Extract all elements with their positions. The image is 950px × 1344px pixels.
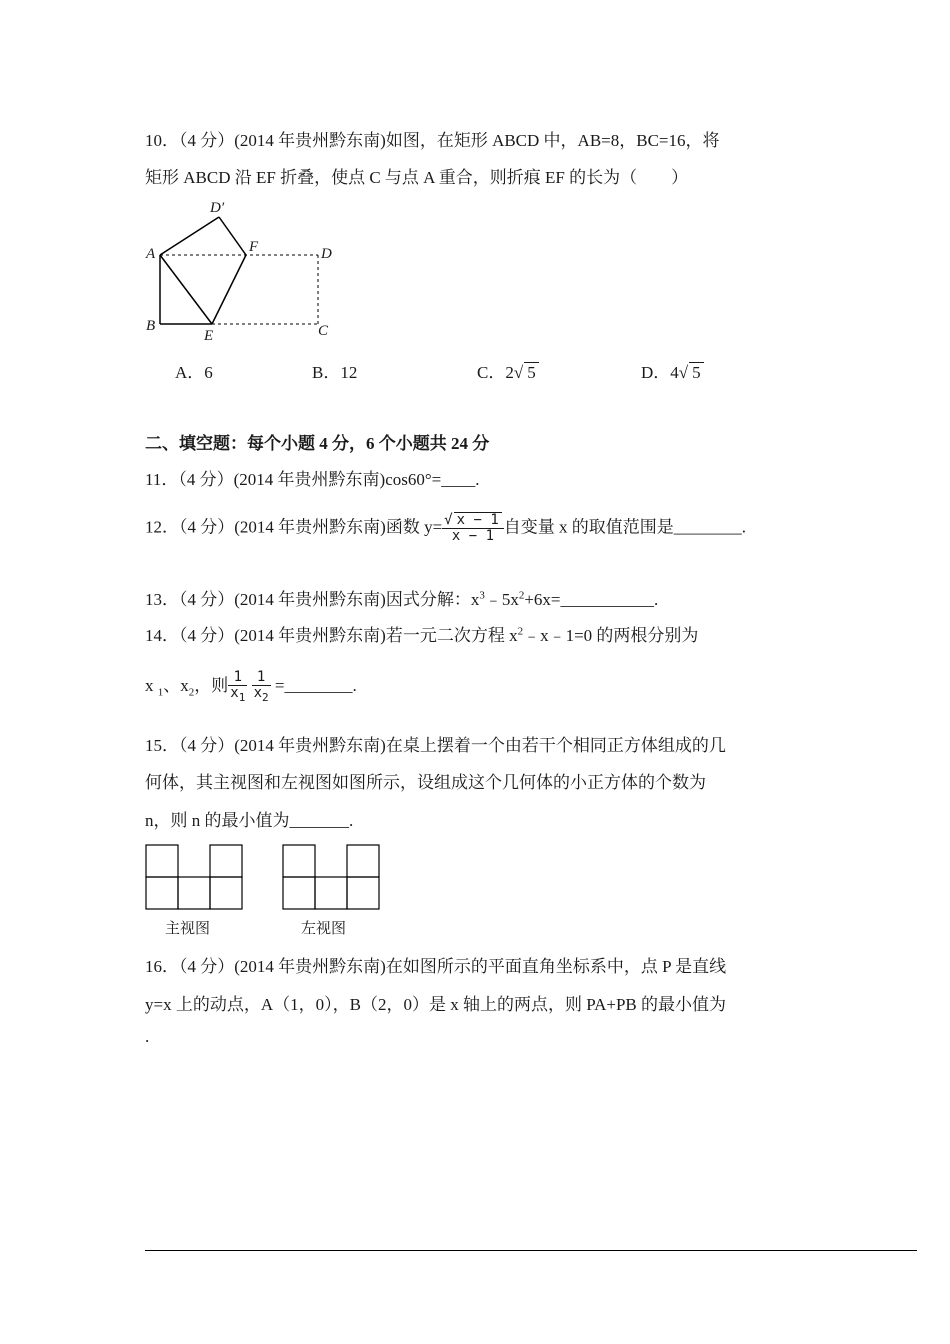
q12-numerator: x − 1 xyxy=(454,512,502,528)
q14-exponent: 2 xyxy=(517,625,524,638)
q10-line2: 矩形 ABCD 沿 EF 折叠，使点 C 与点 A 重合，则折痕 EF 的长为（ ） xyxy=(145,168,689,187)
q12-prefix: 12．（4 分）(2014 年贵州黔东南)函数 y= xyxy=(145,517,443,537)
q16-line3: . xyxy=(145,1027,150,1046)
point-c: C xyxy=(318,323,329,339)
point-d: D xyxy=(321,246,332,262)
q14-sub1: 1 xyxy=(157,686,164,699)
q14-frac2-den-var: x xyxy=(253,685,262,702)
q14-x: x xyxy=(145,676,158,696)
radical-sign-icon: √ xyxy=(444,512,453,528)
q10-option-d xyxy=(641,358,704,383)
q14-line1-suffix: ﹣x﹣1=0 的两根分别为 xyxy=(523,626,699,645)
q14-end: =________. xyxy=(274,676,357,696)
left-view-figure xyxy=(282,844,382,912)
point-f: F xyxy=(249,239,259,255)
option-c-coef: 2 xyxy=(505,363,514,382)
option-a-value: 6 xyxy=(204,363,213,382)
option-c-label: C． xyxy=(477,363,506,382)
option-d-coef: 4 xyxy=(670,363,679,382)
q16-line1: 16．（4 分）(2014 年贵州黔东南)在如图所示的平面直角坐标系中，点 P 是直线 xyxy=(145,957,727,976)
q14-fraction-2 xyxy=(252,670,271,704)
q11-text: 11．（4 分）(2014 年贵州黔东南)cos60°=____. xyxy=(145,470,480,489)
q15-line3: n，则 n 的最小值为_______. xyxy=(145,811,354,830)
section-heading: 二、填空题：每个小题 4 分，6 个小题共 24 分 xyxy=(145,434,490,453)
q13-exponent-2: 2 xyxy=(518,589,525,602)
radical-sign-icon: √ xyxy=(678,363,689,382)
q13-suffix: +6x=___________. xyxy=(524,590,659,609)
q15-line2: 何体，其主视图和左视图如图所示，设组成这个几何体的小正方体的个数为 xyxy=(145,773,706,792)
footer-divider xyxy=(145,1250,917,1251)
option-b-value: 12 xyxy=(340,363,358,382)
q10-rectangle-fold-figure xyxy=(140,195,340,345)
option-b-label: B． xyxy=(312,363,341,382)
radical-sign-icon: √ xyxy=(513,363,524,382)
q12-fraction xyxy=(442,512,504,545)
q12-suffix: 自变量 x 的取值范围是________. xyxy=(503,517,747,537)
q14-then: ，则 xyxy=(194,676,229,696)
q13-mid: ﹣5x xyxy=(484,590,519,609)
q12-denominator: x − 1 xyxy=(442,528,504,544)
left-view-label: 左视图 xyxy=(301,920,347,937)
q14-frac1-den-sub: 1 xyxy=(238,691,246,705)
front-view-label: 主视图 xyxy=(165,920,211,937)
q10-option-b xyxy=(312,358,357,383)
q14-frac2-den xyxy=(252,685,271,704)
q14-fraction-1 xyxy=(228,670,247,704)
q14-frac1-den-var: x xyxy=(230,685,239,702)
point-a: A xyxy=(146,246,156,262)
q14-sub2: 2 xyxy=(188,686,195,699)
point-b: B xyxy=(146,318,156,334)
q10-option-c xyxy=(477,358,539,383)
q10-line1: 10．（4 分）(2014 年贵州黔东南)如图，在矩形 ABCD 中，AB=8，BC=16，将 xyxy=(145,131,720,150)
q13-exponent-3: 3 xyxy=(479,589,485,602)
q15-line1: 15．（4 分）(2014 年贵州黔东南)在桌上摆着一个由若干个相同正方体组成的几 xyxy=(145,736,726,755)
q14-line1 xyxy=(145,621,698,646)
option-d-label: D． xyxy=(641,363,671,382)
point-d-prime: D′ xyxy=(210,200,225,216)
q14-mid: 、x xyxy=(163,676,189,696)
q14-frac2-den-sub: 2 xyxy=(262,691,269,705)
point-e: E xyxy=(204,328,214,344)
q14-line2 xyxy=(145,670,357,704)
q14-line1-prefix: 14．（4 分）(2014 年贵州黔东南)若一元二次方程 x xyxy=(145,626,518,645)
q12-text xyxy=(145,512,746,545)
q14-frac2-num: 1 xyxy=(256,669,266,685)
q13-text xyxy=(145,585,658,610)
q13-prefix: 13．（4 分）(2014 年贵州黔东南)因式分解：x xyxy=(145,590,480,609)
q16-line2: y=x 上的动点，A（1，0），B（2，0）是 x 轴上的两点，则 PA+PB 的最小值为 xyxy=(145,995,727,1014)
front-view-figure xyxy=(145,844,245,912)
option-c-radicand: 5 xyxy=(524,362,539,383)
q14-frac1-den xyxy=(228,685,247,704)
option-a-label: A． xyxy=(175,363,205,382)
q14-frac1-num: 1 xyxy=(233,669,242,685)
option-d-radicand: 5 xyxy=(689,362,704,383)
q10-option-a xyxy=(175,358,213,383)
